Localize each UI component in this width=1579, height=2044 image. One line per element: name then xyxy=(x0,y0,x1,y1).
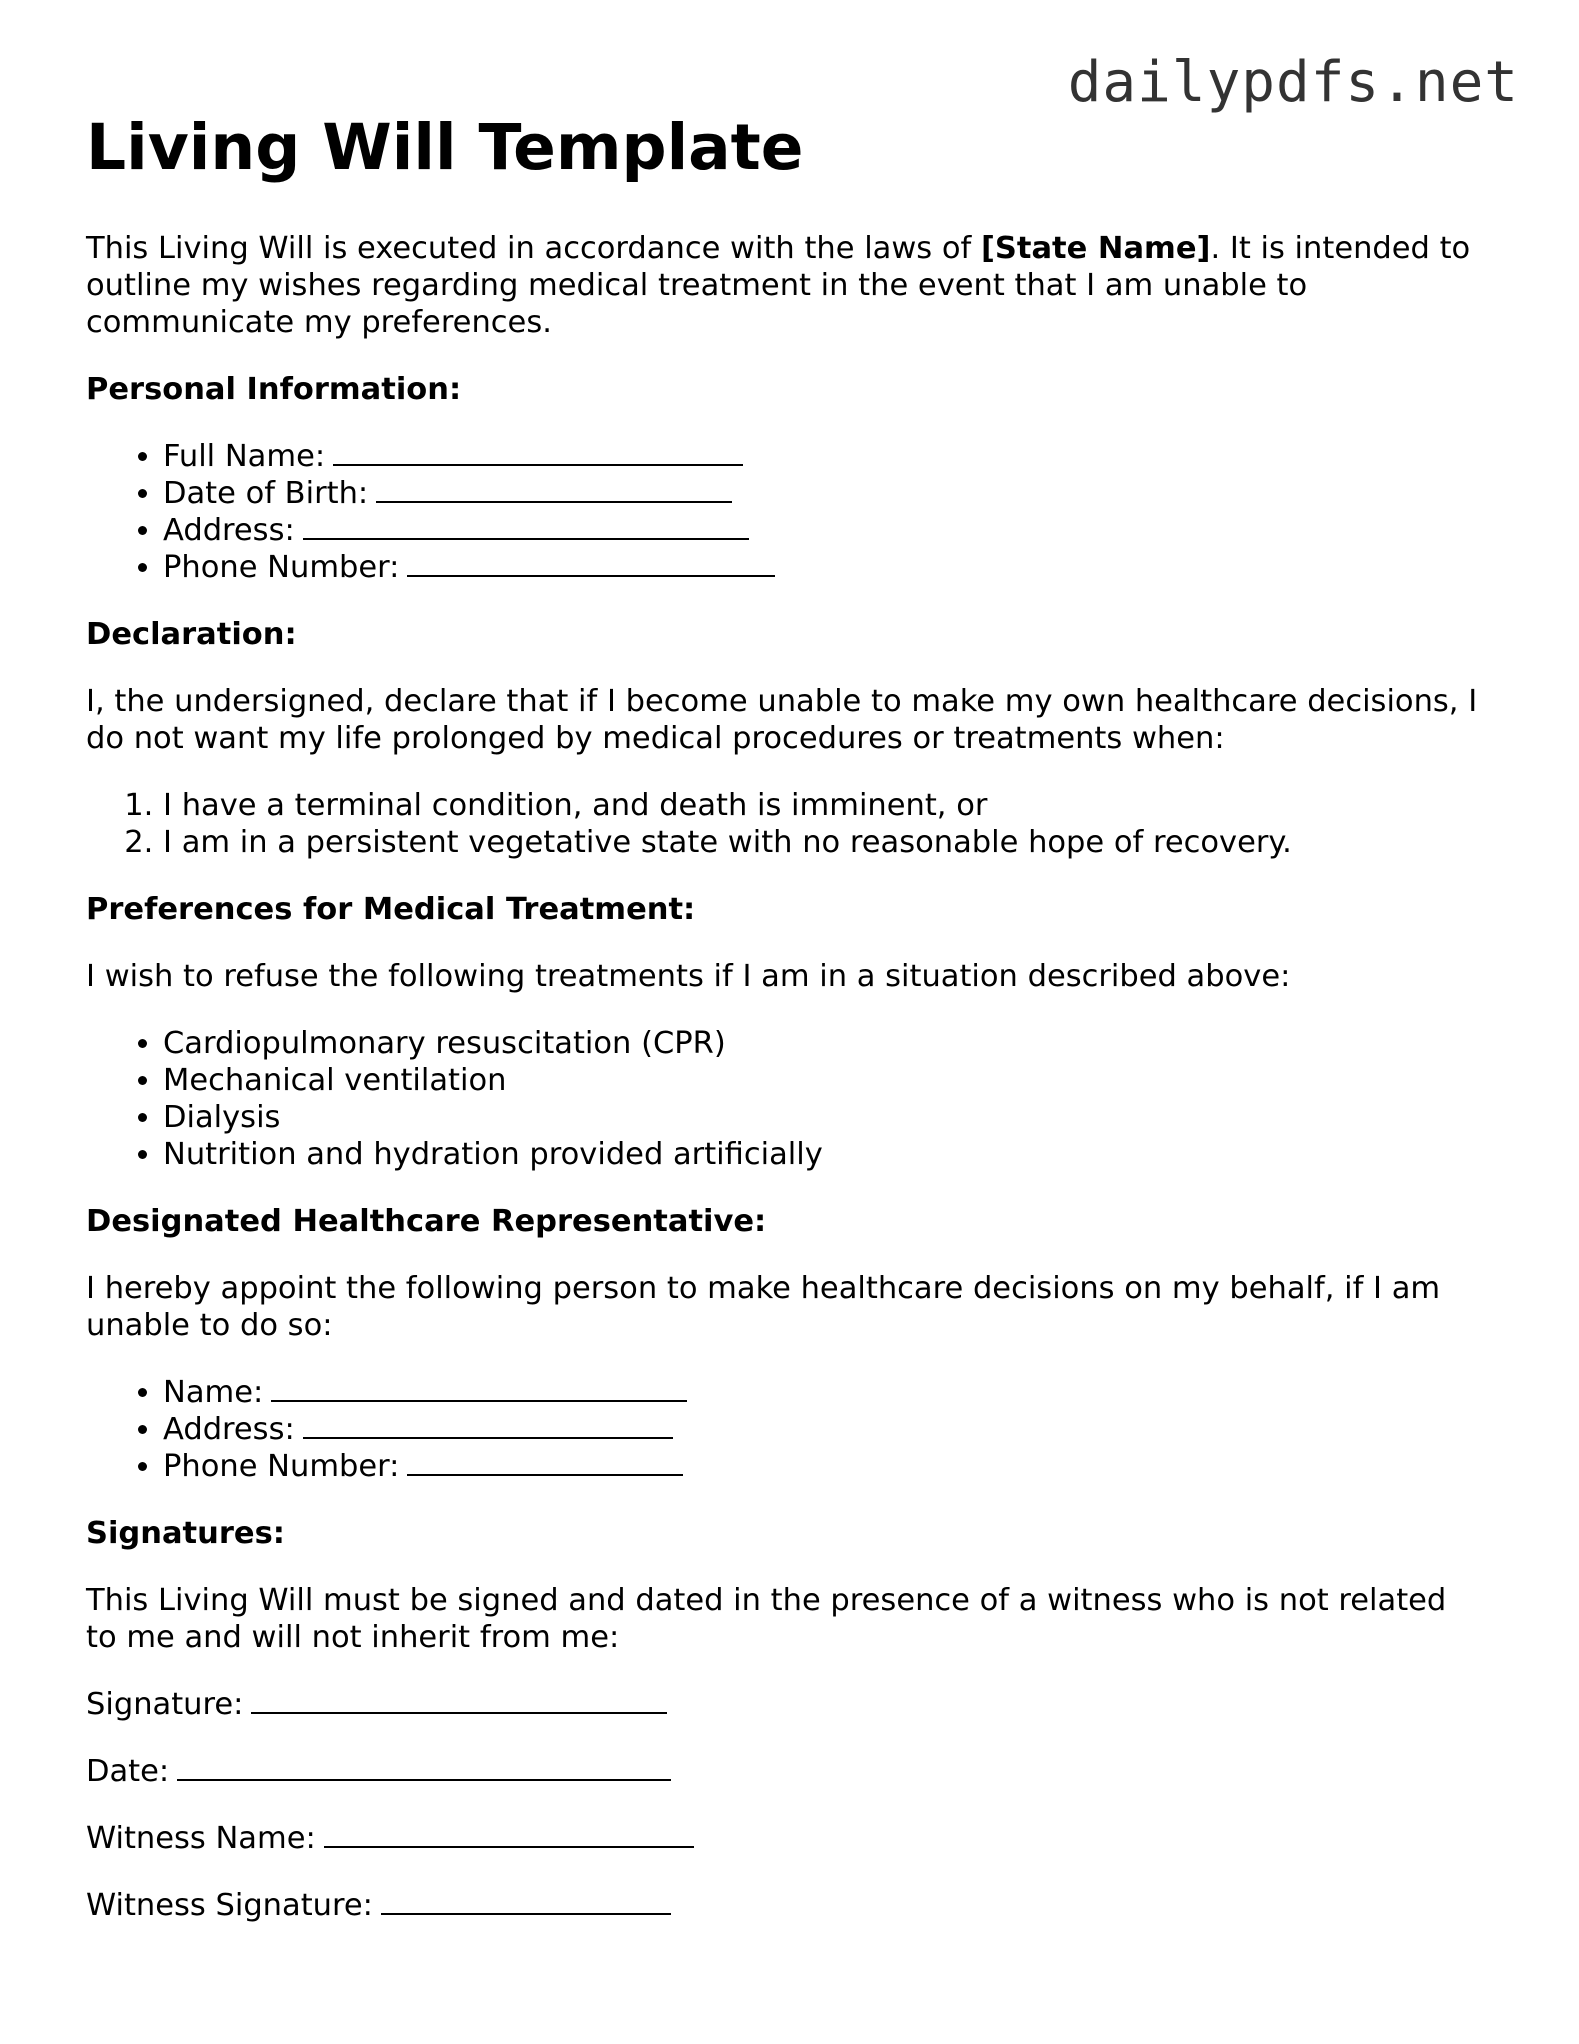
list-item xyxy=(163,1448,1486,1485)
address-label: Address: xyxy=(163,513,295,548)
list-item: 1. I have a terminal condition, and death is imminent, or xyxy=(163,787,1486,824)
intro-before: This Living Will is executed in accordance with the laws of xyxy=(86,231,981,266)
signature-field[interactable] xyxy=(251,1686,667,1714)
rep-address-label: Address: xyxy=(163,1412,295,1447)
signature-row xyxy=(86,1686,1486,1723)
signatures-heading: Signatures: xyxy=(86,1516,285,1551)
document-body xyxy=(86,108,1486,1954)
site-watermark: dailypdfs.net xyxy=(1067,50,1519,115)
list-item xyxy=(163,438,1486,475)
list-item xyxy=(163,475,1486,512)
rep-name-label: Name: xyxy=(163,1375,264,1410)
date-label: Date: xyxy=(86,1754,170,1789)
signatures-text: This Living Will must be signed and dated in the presence of a witness who is not related to me and will not inherit from me: xyxy=(86,1583,1447,1655)
declaration-heading: Declaration: xyxy=(86,617,297,652)
personal-info-heading: Personal Information: xyxy=(86,372,462,407)
list-item xyxy=(163,1411,1486,1448)
date-row xyxy=(86,1753,1486,1790)
witness-name-label: Witness Name: xyxy=(86,1821,316,1856)
representative-list xyxy=(86,1374,1486,1485)
witness-name-row xyxy=(86,1820,1486,1857)
intro-paragraph xyxy=(86,230,1486,341)
intro-after: . It is intended to outline my wishes regarding medical treatment in the event that I am unable to communicate my preferences. xyxy=(86,231,1471,340)
list-item xyxy=(163,549,1486,586)
full-name-label: Full Name: xyxy=(163,439,326,474)
rep-phone-field[interactable] xyxy=(407,1448,683,1476)
witness-signature-row xyxy=(86,1887,1486,1924)
dob-field[interactable] xyxy=(376,475,732,503)
date-field[interactable] xyxy=(177,1753,671,1781)
list-item xyxy=(163,1374,1486,1411)
phone-field[interactable] xyxy=(407,549,775,577)
list-item: • Cardiopulmonary resuscitation (CPR) xyxy=(163,1025,1486,1062)
dob-label: Date of Birth: xyxy=(163,476,369,511)
witness-signature-field[interactable] xyxy=(381,1887,671,1915)
list-item xyxy=(163,512,1486,549)
list-item: 2. I am in a persistent vegetative state with no reasonable hope of recovery. xyxy=(163,824,1486,861)
personal-info-list xyxy=(86,438,1486,586)
phone-label: Phone Number: xyxy=(163,550,400,585)
declaration-conditions-list xyxy=(86,787,1486,861)
page-title: Living Will Template xyxy=(86,111,804,184)
rep-address-field[interactable] xyxy=(303,1411,673,1439)
representative-text: I hereby appoint the following person to make healthcare decisions on my behalf, if I am unable to do so: xyxy=(86,1271,1441,1343)
full-name-field[interactable] xyxy=(333,438,743,466)
preferences-heading: Preferences for Medical Treatment: xyxy=(86,892,696,927)
representative-heading: Designated Healthcare Representative: xyxy=(86,1204,767,1239)
list-item: • Mechanical ventilation xyxy=(163,1062,1486,1099)
list-item: • Nutrition and hydration provided artificially xyxy=(163,1136,1486,1173)
refused-treatments-list xyxy=(86,1025,1486,1173)
witness-signature-label: Witness Signature: xyxy=(86,1888,373,1923)
declaration-text: I, the undersigned, declare that if I become unable to make my own healthcare decisions, I do not want my life prolonged by medical procedures or treatments when: xyxy=(86,684,1478,756)
signature-label: Signature: xyxy=(86,1687,244,1722)
rep-name-field[interactable] xyxy=(271,1374,687,1402)
list-item: • Dialysis xyxy=(163,1099,1486,1136)
address-field[interactable] xyxy=(303,512,749,540)
witness-name-field[interactable] xyxy=(324,1820,694,1848)
preferences-text: I wish to refuse the following treatments if I am in a situation described above: xyxy=(86,959,1291,994)
state-name-placeholder: [State Name] xyxy=(980,231,1211,266)
rep-phone-label: Phone Number: xyxy=(163,1449,400,1484)
